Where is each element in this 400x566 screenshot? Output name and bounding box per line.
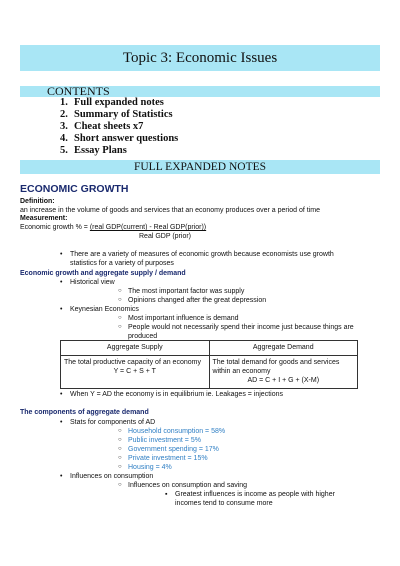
stat-item: ○ Private investment = 15% xyxy=(118,455,208,462)
demand-text: The total demand for goods and services within an economy xyxy=(212,359,340,375)
equilibrium-bullet: • When Y = AD the economy is in equilibrium ie. Leakages = injections xyxy=(60,391,283,398)
keynesian: • Keynesian Economics xyxy=(60,306,139,313)
bullet-icon: • xyxy=(60,391,63,398)
historical-point: ○ The most important factor was supply xyxy=(118,288,245,295)
contents-list xyxy=(60,97,178,157)
contents-item: 1. Full expanded notes xyxy=(60,97,164,108)
circle-bullet-icon: ○ xyxy=(118,455,122,461)
formula-numerator: (real GDP(current) - Real GDP(prior)) xyxy=(89,224,207,231)
formula-denominator: Real GDP (prior) xyxy=(139,233,191,240)
page-title: Topic 3: Economic Issues xyxy=(20,45,380,71)
table-header-demand: Aggregate Demand xyxy=(209,341,358,356)
demand-equation: AD = C + I + G + (X-M) xyxy=(247,377,320,384)
stat-item: ○ Housing = 4% xyxy=(118,464,172,471)
stat-item: ○ Government spending = 17% xyxy=(118,446,219,453)
bullet-icon: • xyxy=(60,419,63,426)
influences-label: • Influences on consumption xyxy=(60,473,154,480)
stat-item: ○ Household consumption = 58% xyxy=(118,428,226,435)
ad-section-heading: Economic growth and aggregate supply / demand xyxy=(20,270,186,277)
circle-bullet-icon: ○ xyxy=(118,288,122,294)
bullet-icon: • xyxy=(60,473,63,480)
circle-bullet-icon: ○ xyxy=(118,482,122,488)
influences-sub: ○ Influences on consumption and saving xyxy=(118,482,248,489)
ad-table xyxy=(60,340,358,389)
circle-bullet-icon: ○ xyxy=(118,428,122,434)
definition-label: Definition: xyxy=(20,198,55,205)
measurement-label: Measurement: xyxy=(20,215,68,222)
definition-text: an increase in the volume of goods and services that an economy produces over a period of time xyxy=(20,207,321,214)
keynesian-point: ○ People would not necessarily spend their income just because things are produced xyxy=(118,324,354,340)
contents-item: 5. Essay Plans xyxy=(60,145,127,156)
demand-cell xyxy=(209,356,358,389)
influences-detail: ▪ Greatest influences is income as people with higher incomes tend to consume more xyxy=(165,491,335,507)
stats-label: • Stats for components of AD xyxy=(60,419,156,426)
square-bullet-icon: ▪ xyxy=(165,491,168,498)
historical-view: • Historical view xyxy=(60,279,115,286)
circle-bullet-icon: ○ xyxy=(118,446,122,452)
circle-bullet-icon: ○ xyxy=(118,464,122,470)
contents-heading: CONTENTS xyxy=(47,84,110,98)
bullet-icon: • xyxy=(60,279,63,286)
contents-item: 2. Summary of Statistics xyxy=(60,109,173,120)
formula-line xyxy=(20,223,206,232)
circle-bullet-icon: ○ xyxy=(118,315,122,321)
section-heading-growth: ECONOMIC GROWTH xyxy=(20,183,129,195)
formula-prefix: Economic growth % = xyxy=(20,224,90,231)
bullet-measures: • There are a variety of measures of economic growth because economists use growth statistics for a variety of purposes xyxy=(60,251,334,267)
table-header-supply: Aggregate Supply xyxy=(61,341,210,356)
section-band: FULL EXPANDED NOTES xyxy=(20,160,380,174)
contents-item: 3. Cheat sheets x7 xyxy=(60,121,144,132)
stat-item: ○ Public investment = 5% xyxy=(118,437,201,444)
components-heading: The components of aggregate demand xyxy=(20,409,149,416)
supply-text: The total productive capacity of an economy xyxy=(64,359,201,366)
keynesian-point: ○ Most important influence is demand xyxy=(118,315,239,322)
circle-bullet-icon: ○ xyxy=(118,297,122,303)
supply-equation: Y = C + S + T xyxy=(113,368,156,375)
contents-item: 4. Short answer questions xyxy=(60,133,179,144)
circle-bullet-icon: ○ xyxy=(118,324,122,330)
bullet-icon: • xyxy=(60,251,63,258)
circle-bullet-icon: ○ xyxy=(118,437,122,443)
bullet-icon: • xyxy=(60,306,63,313)
supply-cell xyxy=(61,356,210,389)
historical-point: ○ Opinions changed after the great depression xyxy=(118,297,267,304)
